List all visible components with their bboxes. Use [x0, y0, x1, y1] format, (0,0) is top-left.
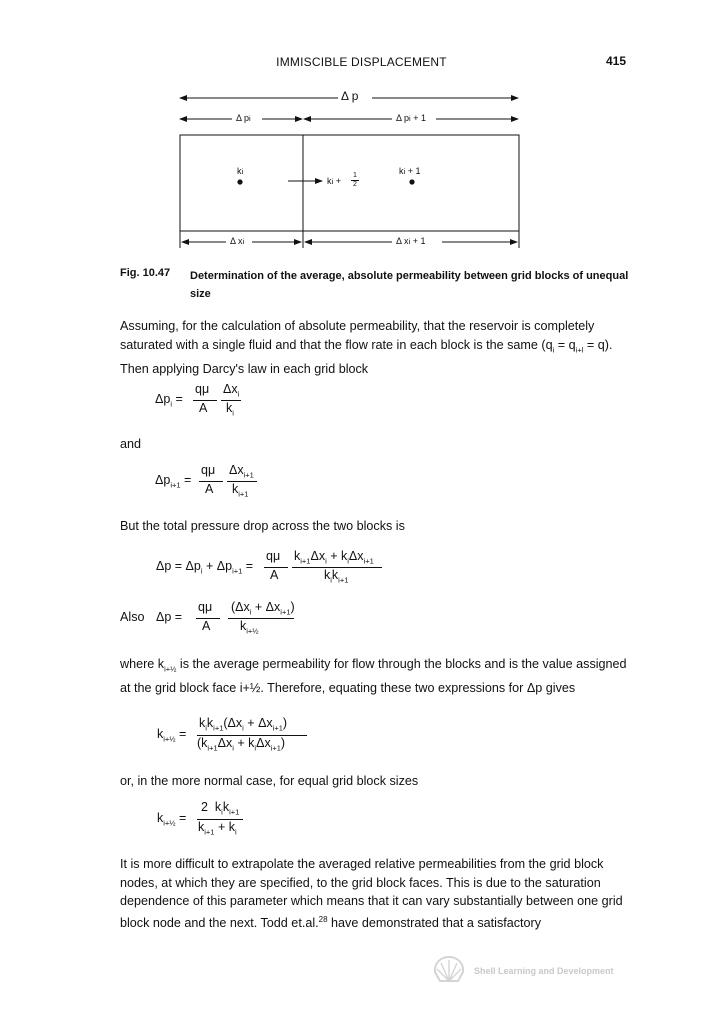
watermark-text: Shell Learning and Development [474, 966, 614, 976]
figure-caption-text: Determination of the average, absolute permeability between grid blocks of unequal size [190, 270, 629, 300]
figure-caption-label: Fig. 10.47 [120, 267, 171, 279]
equation-total-delta-p: $\Delta p = \Delta p_i + \Delta p_{i+1}$ = qμ A $k_{i+1}\Delta x_i + k_i\Delta x_{i+1}$ $k_ik_{i+1}$ [156, 552, 416, 592]
shell-logo-watermark [432, 954, 466, 986]
figure-diagram [0, 0, 723, 260]
paragraph-relative-permeability: It is more difficult to extrapolate the averaged relative permeabilities from the grid block nodes, at which they are specified, to the grid block faces. This is due to the saturation dependence of this parameter which means that it can vary substantially between one grid block node and the next. Todd et.al.$^{28}$ have demonstrated that a satisfactory [120, 857, 623, 930]
label-delta-p: Δ p [341, 89, 359, 103]
page-number: 415 [606, 54, 627, 68]
label-k-half-fraction: 1 2 [351, 172, 359, 189]
equation-k-half-equal: $k_{i+\frac{1}{2}}$ = 2 $k_ik_{i+1}$ $k_{i+1} + k_i$ [157, 802, 357, 844]
label-delta-xi: Δ xi [230, 236, 245, 246]
label-delta-xi1: Δ xi + 1 [396, 236, 426, 246]
equation-delta-pi1: $\Delta p_{i+1}$ = qμ A $\Delta x_{i+1}$ $k_{i+1}$ [155, 466, 375, 506]
label-k-half: ki + [327, 176, 341, 186]
paragraph-total-pressure: But the total pressure drop across the two blocks is [120, 519, 405, 533]
paragraph-assumption: Assuming, for the calculation of absolute permeability, that the reservoir is completely saturated with a single fluid and that the flow rate in each block is the same $(q_i = q_{i+l} = q)$. Then applying Darcy's law in each grid block [120, 319, 613, 376]
label-delta-pi: Δ pi [236, 113, 251, 123]
equation-also-delta-p: Also Δp = qμ A $(\Delta x_i + \Delta x_{i+1})$ $k_{i+\frac{1}{2}}$ [120, 600, 295, 636]
label-k-i: ki [237, 166, 244, 176]
node-i1 [409, 179, 414, 184]
paragraph-equal-sizes: or, in the more normal case, for equal grid block sizes [120, 774, 419, 788]
text-and: and [120, 437, 142, 451]
equation-k-half-unequal: $k_{i+\frac{1}{2}}$ = $k_ik_{i+1}(\Delta x_i + \Delta x_{i+1})$ $(k_{i+1}\Delta x_i + k_i\Delta x_{i+1})$ [157, 718, 417, 760]
running-header: IMMISCIBLE DISPLACEMENT [276, 55, 447, 69]
grid-block-diagram [0, 0, 723, 260]
node-i [237, 179, 242, 184]
label-k-i1: ki + 1 [399, 166, 421, 176]
equation-delta-pi: $\Delta p_i$ = qμ A $\Delta x_i$ $k_i$ [155, 382, 240, 418]
label-delta-pi1: Δ pi + 1 [396, 113, 426, 123]
paragraph-average-permeability: where $k_{i+\frac{1}{2}}$ is the average permeability for flow through the blocks and is the value assigned at the grid block face i+½. Therefore, equating these two expressions for Δp gives [120, 657, 627, 696]
